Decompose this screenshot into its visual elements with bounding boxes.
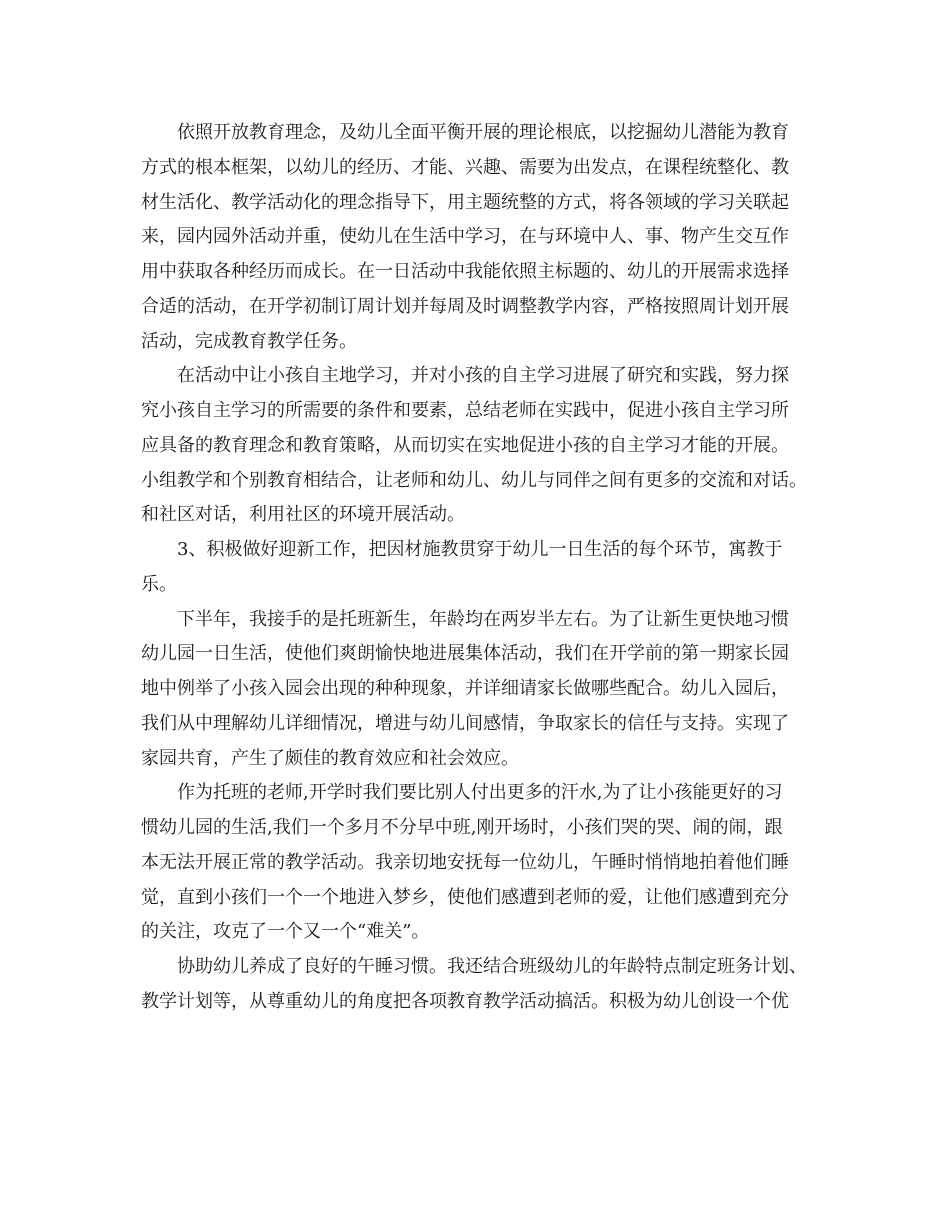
paragraph-line: 究小孩自主学习的所需要的条件和要素，总结老师在实践中，促进小孩自主学习所	[141, 400, 789, 421]
paragraph-line: 家园共育，产生了颇佳的教育效应和社会效应。	[141, 747, 519, 769]
paragraph-line: 材生活化、教学活动化的理念指导下，用主题统整的方式，将各领域的学习关联起	[141, 191, 789, 213]
paragraph-line: 作为托班的老师,开学时我们要比别人付出更多的汗水,为了让小孩能更好的习	[177, 782, 783, 804]
paragraph-line: 应具备的教育理念和教育策略，从而切实在实地促进小孩的自主学习才能的开展。	[141, 434, 789, 456]
paragraph-line: 地中例举了小孩入园会出现的种种现象，并详细请家长做哪些配合。幼儿入园后，	[141, 678, 789, 699]
paragraph-line: 3、积极做好迎新工作，把因材施教贯穿于幼儿一日生活的每个环节，寓教于	[177, 539, 783, 560]
paragraph-line: 方式的根本框架，以幼儿的经历、才能、兴趣、需要为出发点，在课程统整化、教	[141, 156, 789, 178]
paragraph-line: 乐。	[141, 573, 177, 595]
paragraph-line: 的关注，攻克了一个又一个“难关”。	[141, 921, 430, 943]
paragraph-line: 本无法开展正常的教学活动。我亲切地安抚每一位幼儿，午睡时悄悄地拍着他们睡	[141, 851, 789, 873]
paragraph-line: 幼儿园一日生活，使他们爽朗愉快地进展集体活动，我们在开学前的第一期家长园	[141, 643, 789, 665]
paragraph-line: 和社区对话，利用社区的环境开展活动。	[141, 504, 465, 526]
paragraph-line: 合适的活动，在开学初制订周计划并每周及时调整教学内容，严格按照周计划开展	[141, 295, 789, 317]
paragraph-line: 用中获取各种经历而成长。在一日活动中我能依照主标题的、幼儿的开展需求选择	[141, 261, 789, 282]
paragraph-line: 来，园内园外活动并重，使幼儿在生活中学习，在与环境中人、事、物产生交互作	[141, 226, 789, 248]
paragraph-line: 觉，直到小孩们一个一个地进入梦乡，使他们感遭到老师的爱，让他们感遭到充分	[141, 886, 789, 908]
paragraph-line: 协助幼儿养成了良好的午睡习惯。我还结合班级幼儿的年龄特点制定班务计划、	[177, 956, 807, 977]
paragraph-line: 我们从中理解幼儿详细情况，增进与幼儿间感情，争取家长的信任与支持。实现了	[141, 712, 789, 734]
paragraph-line: 下半年，我接手的是托班新生，年龄均在两岁半左右。为了让新生更快地习惯	[177, 608, 789, 630]
paragraph-line: 依照开放教育理念，及幼儿全面平衡开展的理论根底，以挖掘幼儿潜能为教育	[177, 122, 789, 143]
paragraph-line: 小组教学和个别教育相结合，让老师和幼儿、幼儿与同伴之间有更多的交流和对话。	[141, 469, 807, 491]
paragraph-line: 教学计划等，从尊重幼儿的角度把各项教育教学活动搞活。积极为幼儿创设一个优	[141, 990, 789, 1012]
paragraph-line: 在活动中让小孩自主地学习，并对小孩的自主学习进展了研究和实践，努力探	[177, 365, 789, 387]
document-body	[141, 116, 841, 1020]
paragraph-line: 活动，完成教育教学任务。	[141, 330, 357, 352]
paragraph-line: 惯幼儿园的生活,我们一个多月不分早中班,刚开场时，小孩们哭的哭、闹的闹，跟	[141, 817, 783, 838]
